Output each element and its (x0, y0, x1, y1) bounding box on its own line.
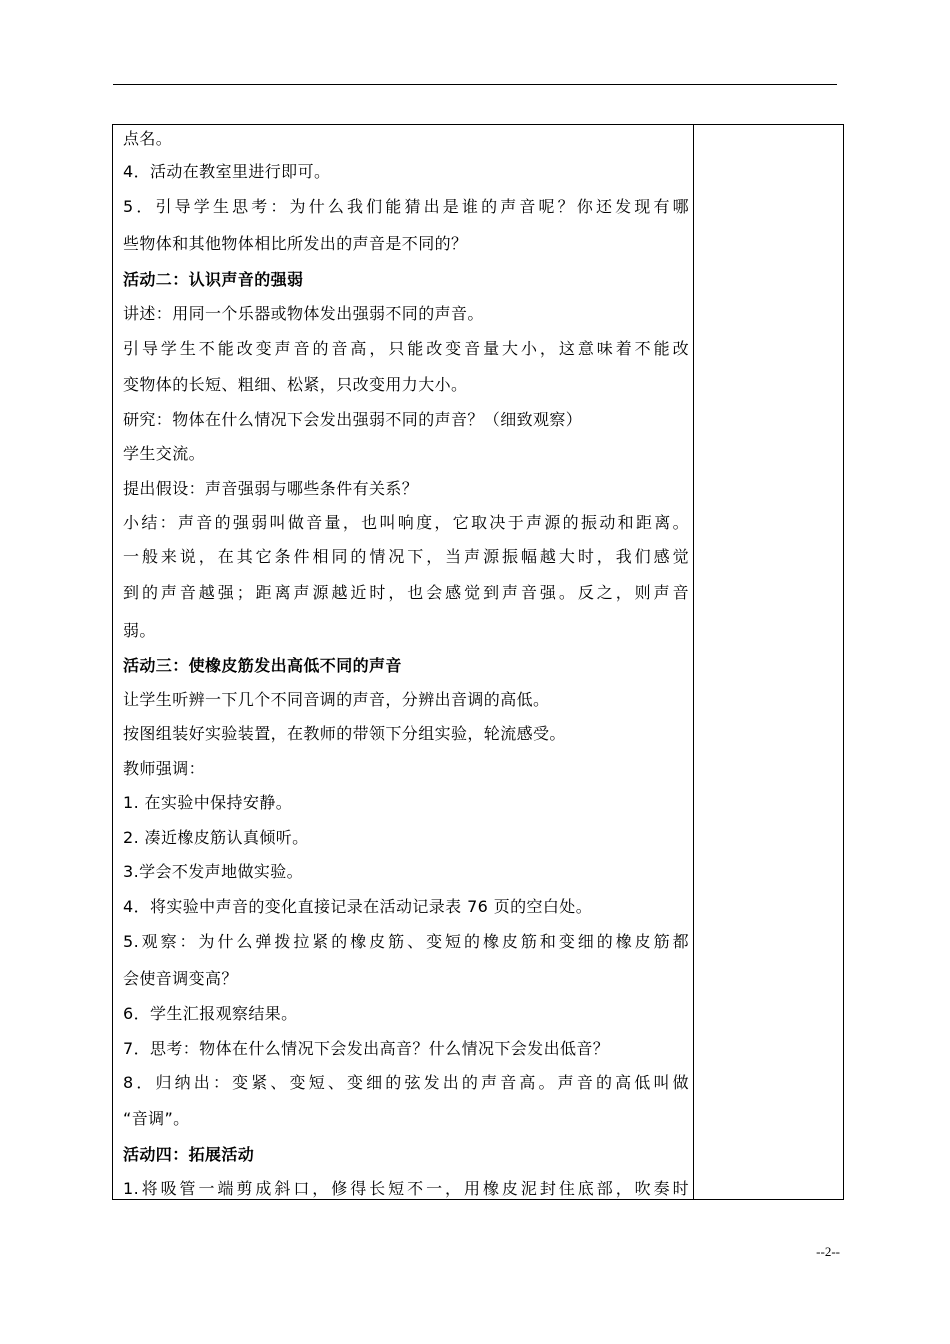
column-divider (693, 125, 694, 1199)
header-rule (113, 84, 837, 85)
text-line: 1. 在实验中保持安静。 (123, 793, 293, 812)
text-line: 按图组装好实验装置，在教师的带领下分组实验，轮流感受。 (123, 724, 566, 743)
text-line: 5．引导学生思考：为什么我们能猜出是谁的声音呢？你还发现有哪 (123, 197, 689, 216)
text-line: 4．活动在教室里进行即可。 (123, 162, 331, 181)
text-line: 提出假设：声音强弱与哪些条件有关系？ (123, 479, 419, 498)
text-line: 讲述：用同一个乐器或物体发出强弱不同的声音。 (123, 304, 484, 323)
text-line: 些物体和其他物体相比所发出的声音是不同的？ (123, 234, 468, 253)
text-line: 到的声音越强；距离声源越近时，也会感觉到声音强。反之，则声音 (123, 583, 689, 602)
text-line: 引导学生不能改变声音的音高，只能改变音量大小，这意味着不能改 (123, 339, 689, 358)
section-heading: 活动三：使橡皮筋发出高低不同的声音 (123, 656, 402, 675)
lesson-content-cell (123, 125, 689, 1199)
text-line: 2. 凑近橡皮筋认真倾听。 (123, 828, 309, 847)
section-heading: 活动二：认识声音的强弱 (123, 270, 304, 289)
text-line: “音调”。 (123, 1109, 190, 1128)
text-line: 3.学会不发声地做实验。 (123, 862, 304, 881)
page-number: --2-- (816, 1244, 840, 1259)
text-line: 一般来说，在其它条件相同的情况下，当声源振幅越大时，我们感觉 (123, 547, 689, 566)
text-line: 弱。 (123, 621, 156, 640)
text-line: 点名。 (123, 129, 173, 148)
text-line: 8．归纳出：变紧、变短、变细的弦发出的声音高。声音的高低叫做 (123, 1073, 689, 1092)
text-line: 6．学生汇报观察结果。 (123, 1004, 298, 1023)
text-line: 7．思考：物体在什么情况下会发出高音？什么情况下会发出低音？ (123, 1039, 610, 1058)
text-line: 学生交流。 (123, 444, 206, 463)
text-line: 1.将吸管一端剪成斜口，修得长短不一，用橡皮泥封住底部，吹奏时 (123, 1179, 689, 1198)
lesson-table (112, 124, 844, 1200)
section-heading: 活动四：拓展活动 (123, 1145, 255, 1164)
text-line: 5.观察：为什么弹拨拉紧的橡皮筋、变短的橡皮筋和变细的橡皮筋都 (123, 932, 689, 951)
text-line: 让学生听辨一下几个不同音调的声音，分辨出音调的高低。 (123, 690, 550, 709)
text-line: 会使音调变高？ (123, 969, 238, 988)
text-line: 小结：声音的强弱叫做音量，也叫响度，它取决于声源的振动和距离。 (123, 513, 689, 532)
text-line: 变物体的长短、粗细、松紧，只改变用力大小。 (123, 375, 468, 394)
text-line: 教师强调： (123, 759, 206, 778)
text-line: 4．将实验中声音的变化直接记录在活动记录表 76 页的空白处。 (123, 897, 593, 916)
text-line: 研究：物体在什么情况下会发出强弱不同的声音？（细致观察） (123, 410, 583, 429)
